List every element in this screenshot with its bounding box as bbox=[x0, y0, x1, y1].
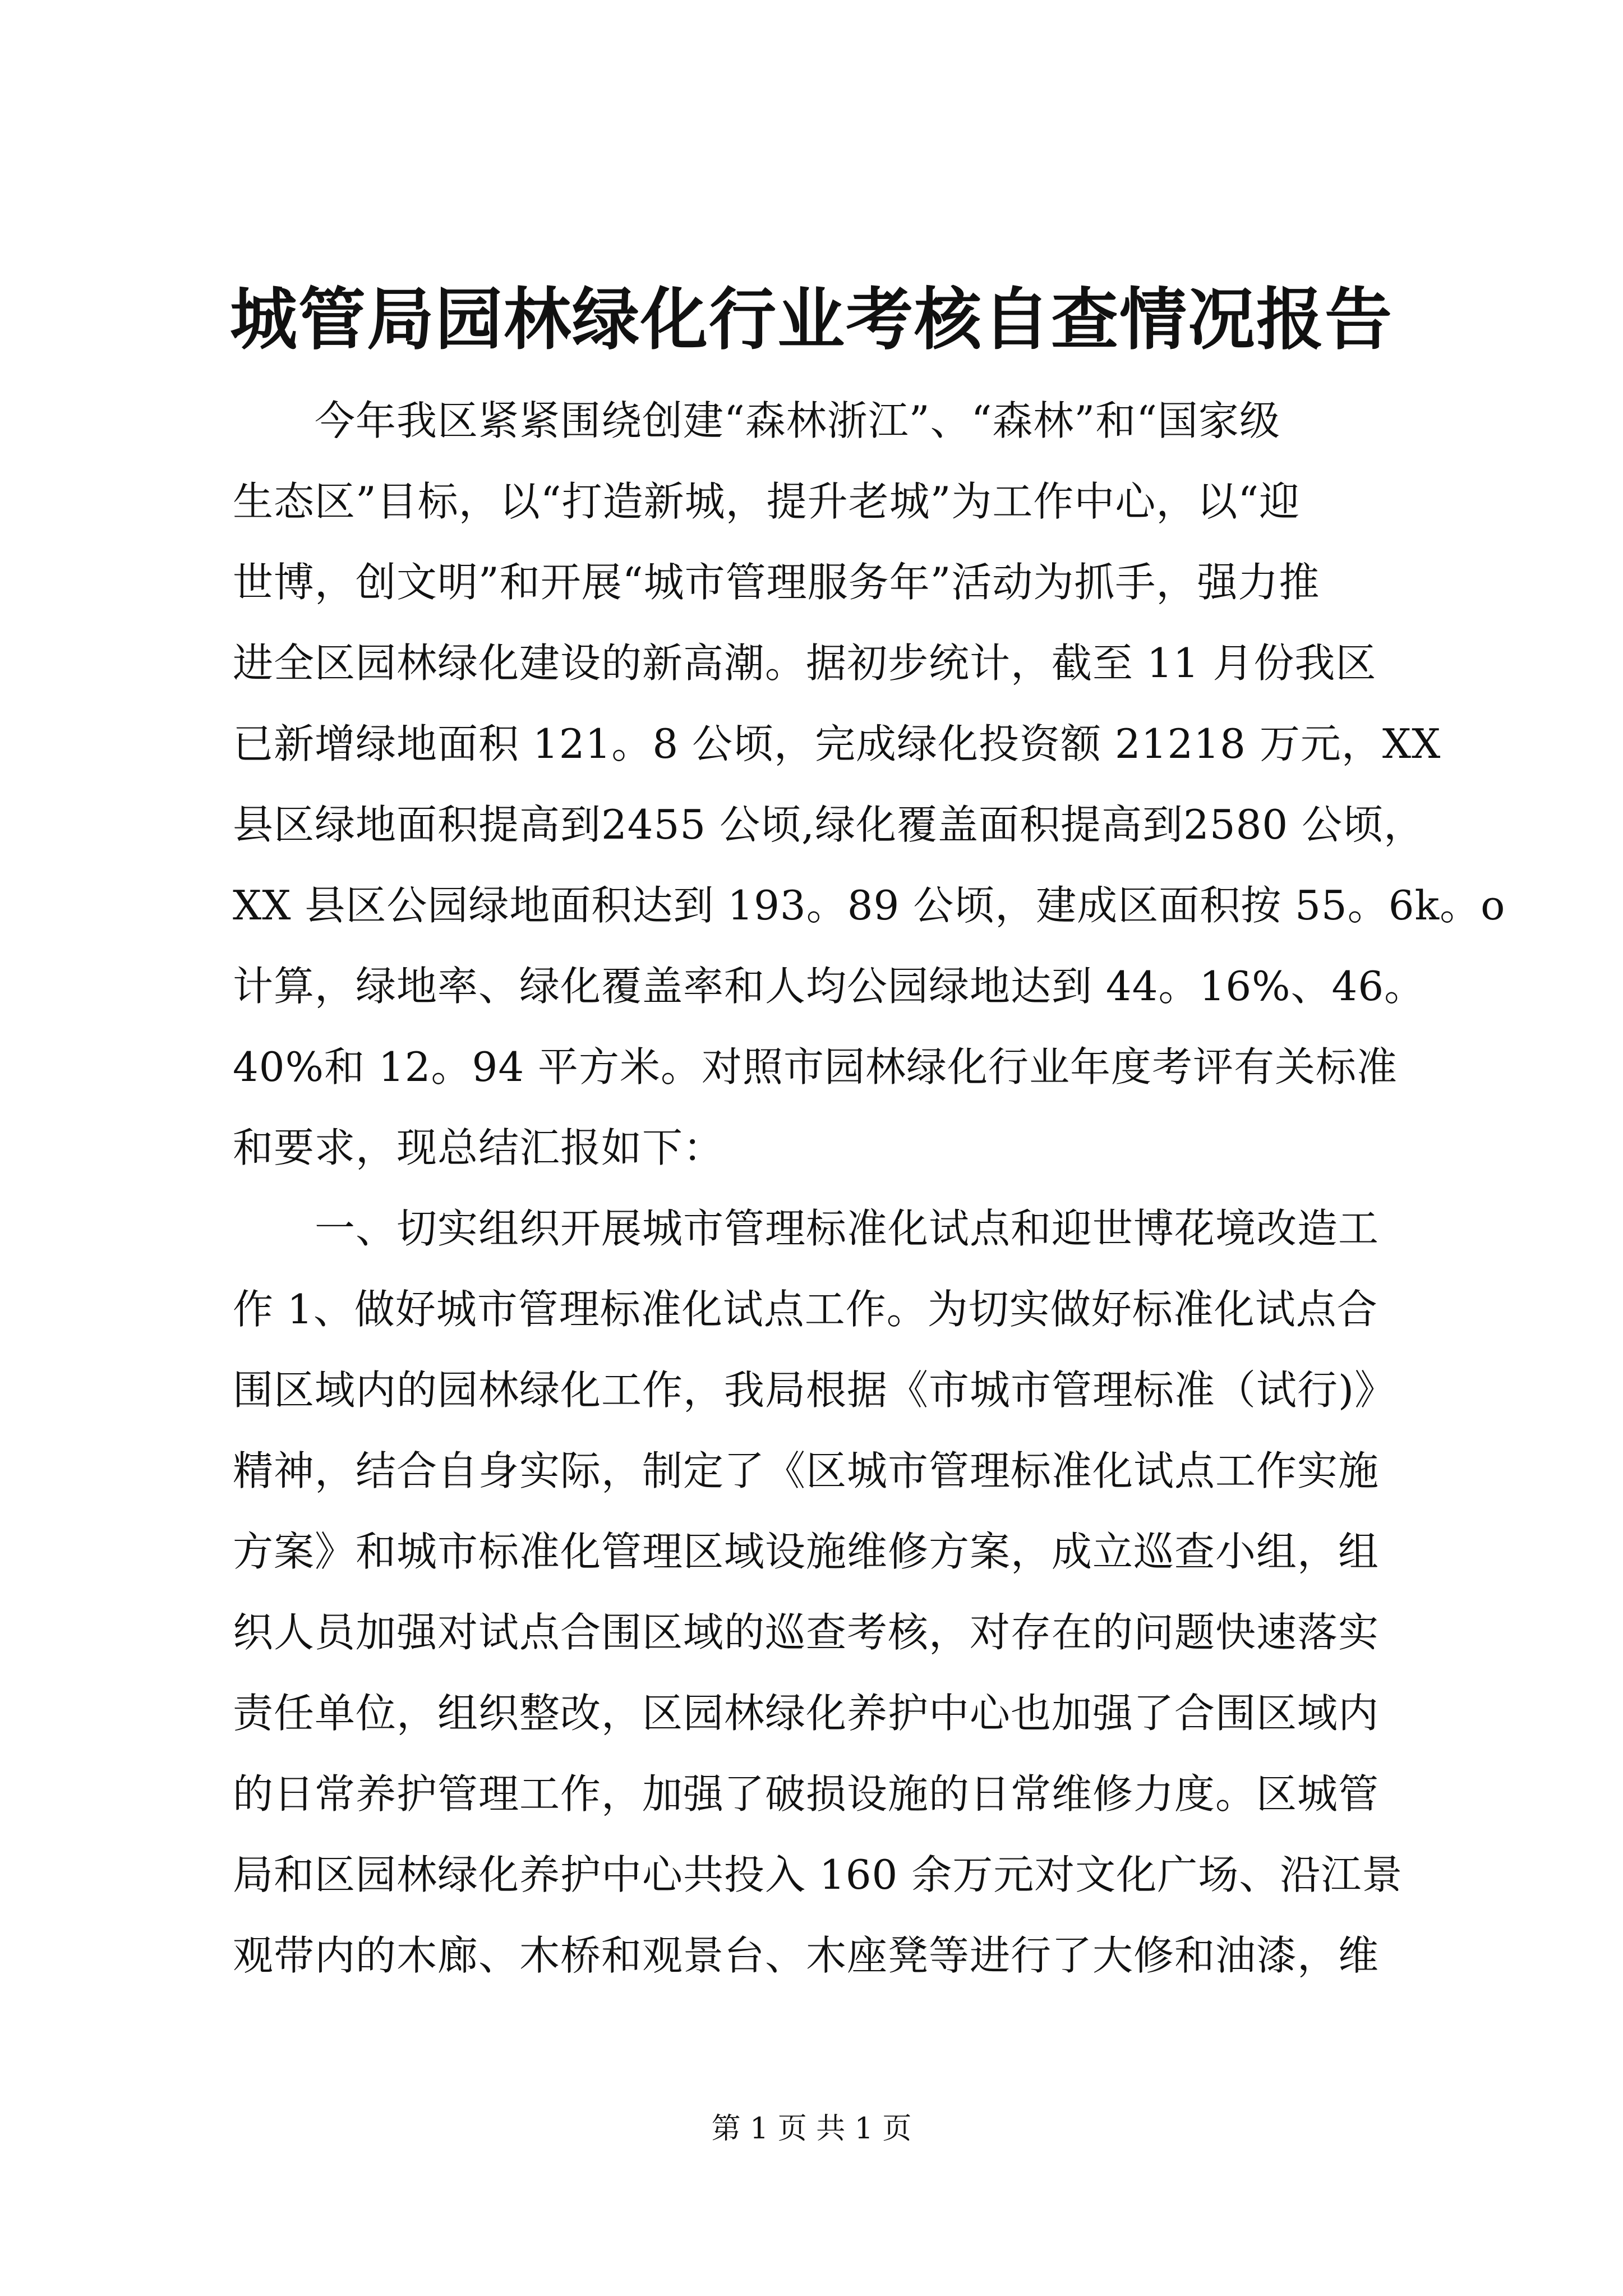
body-line: 已新增绿地面积 121。8 公顷，完成绿化投资额 21218 万元，XX bbox=[233, 720, 1441, 767]
body-line: 进全区园林绿化建设的新高潮。据初步统计，截至 11 月份我区 bbox=[233, 639, 1377, 687]
body-line: 今年我区紧紧围绕创建“森林浙江”、“森林”和“国家级 bbox=[233, 397, 1281, 444]
body-line: 围区域内的园林绿化工作，我局根据《市城市管理标准（试行)》 bbox=[233, 1366, 1396, 1414]
body-line: 织人员加强对试点合围区域的巡查考核，对存在的问题快速落实 bbox=[233, 1609, 1380, 1656]
body-line: 局和区园林绿化养护中心共投入 160 余万元对文化广场、沿江景 bbox=[233, 1851, 1403, 1898]
body-line: 和要求，现总结汇报如下： bbox=[233, 1124, 725, 1171]
document-body bbox=[233, 380, 1506, 1996]
body-line: 计算，绿地率、绿化覆盖率和人均公园绿地达到 44。16%、46。 bbox=[233, 963, 1426, 1010]
body-line: 责任单位，组织整改，区园林绿化养护中心也加强了合围区域内 bbox=[233, 1690, 1380, 1737]
body-line: 一、切实组织开展城市管理标准化试点和迎世博花境改造工 bbox=[233, 1205, 1380, 1252]
body-line: 方案》和城市标准化管理区域设施维修方案，成立巡查小组，组 bbox=[233, 1528, 1380, 1575]
body-line: 作 1、做好城市管理标准化试点工作。为切实做好标准化试点合 bbox=[233, 1286, 1378, 1333]
body-line: 观带内的木廊、木桥和观景台、木座凳等进行了大修和油漆，维 bbox=[233, 1932, 1380, 1979]
body-line: 的日常养护管理工作，加强了破损设施的日常维修力度。区城管 bbox=[233, 1770, 1380, 1818]
body-line: 生态区”目标，以“打造新城，提升老城”为工作中心，以“迎 bbox=[233, 478, 1301, 525]
body-line: 世博，创文明”和开展“城市管理服务年”活动为抓手，强力推 bbox=[233, 559, 1320, 606]
body-line: 县区绿地面积提高到2455 公顷,绿化覆盖面积提高到2580 公顷， bbox=[233, 801, 1425, 848]
page-footer: 第 1 页 共 1 页 bbox=[711, 2112, 912, 2146]
body-line: XX 县区公园绿地面积达到 193。89 公顷，建成区面积按 55。6k。o bbox=[233, 882, 1506, 929]
document-title: 城管局园林绿化行业考核自查情况报告 bbox=[230, 280, 1393, 359]
body-line: 精神，结合自身实际，制定了《区城市管理标准化试点工作实施 bbox=[233, 1447, 1380, 1494]
body-line: 40%和 12。94 平方米。对照市园林绿化行业年度考评有关标准 bbox=[233, 1043, 1398, 1091]
